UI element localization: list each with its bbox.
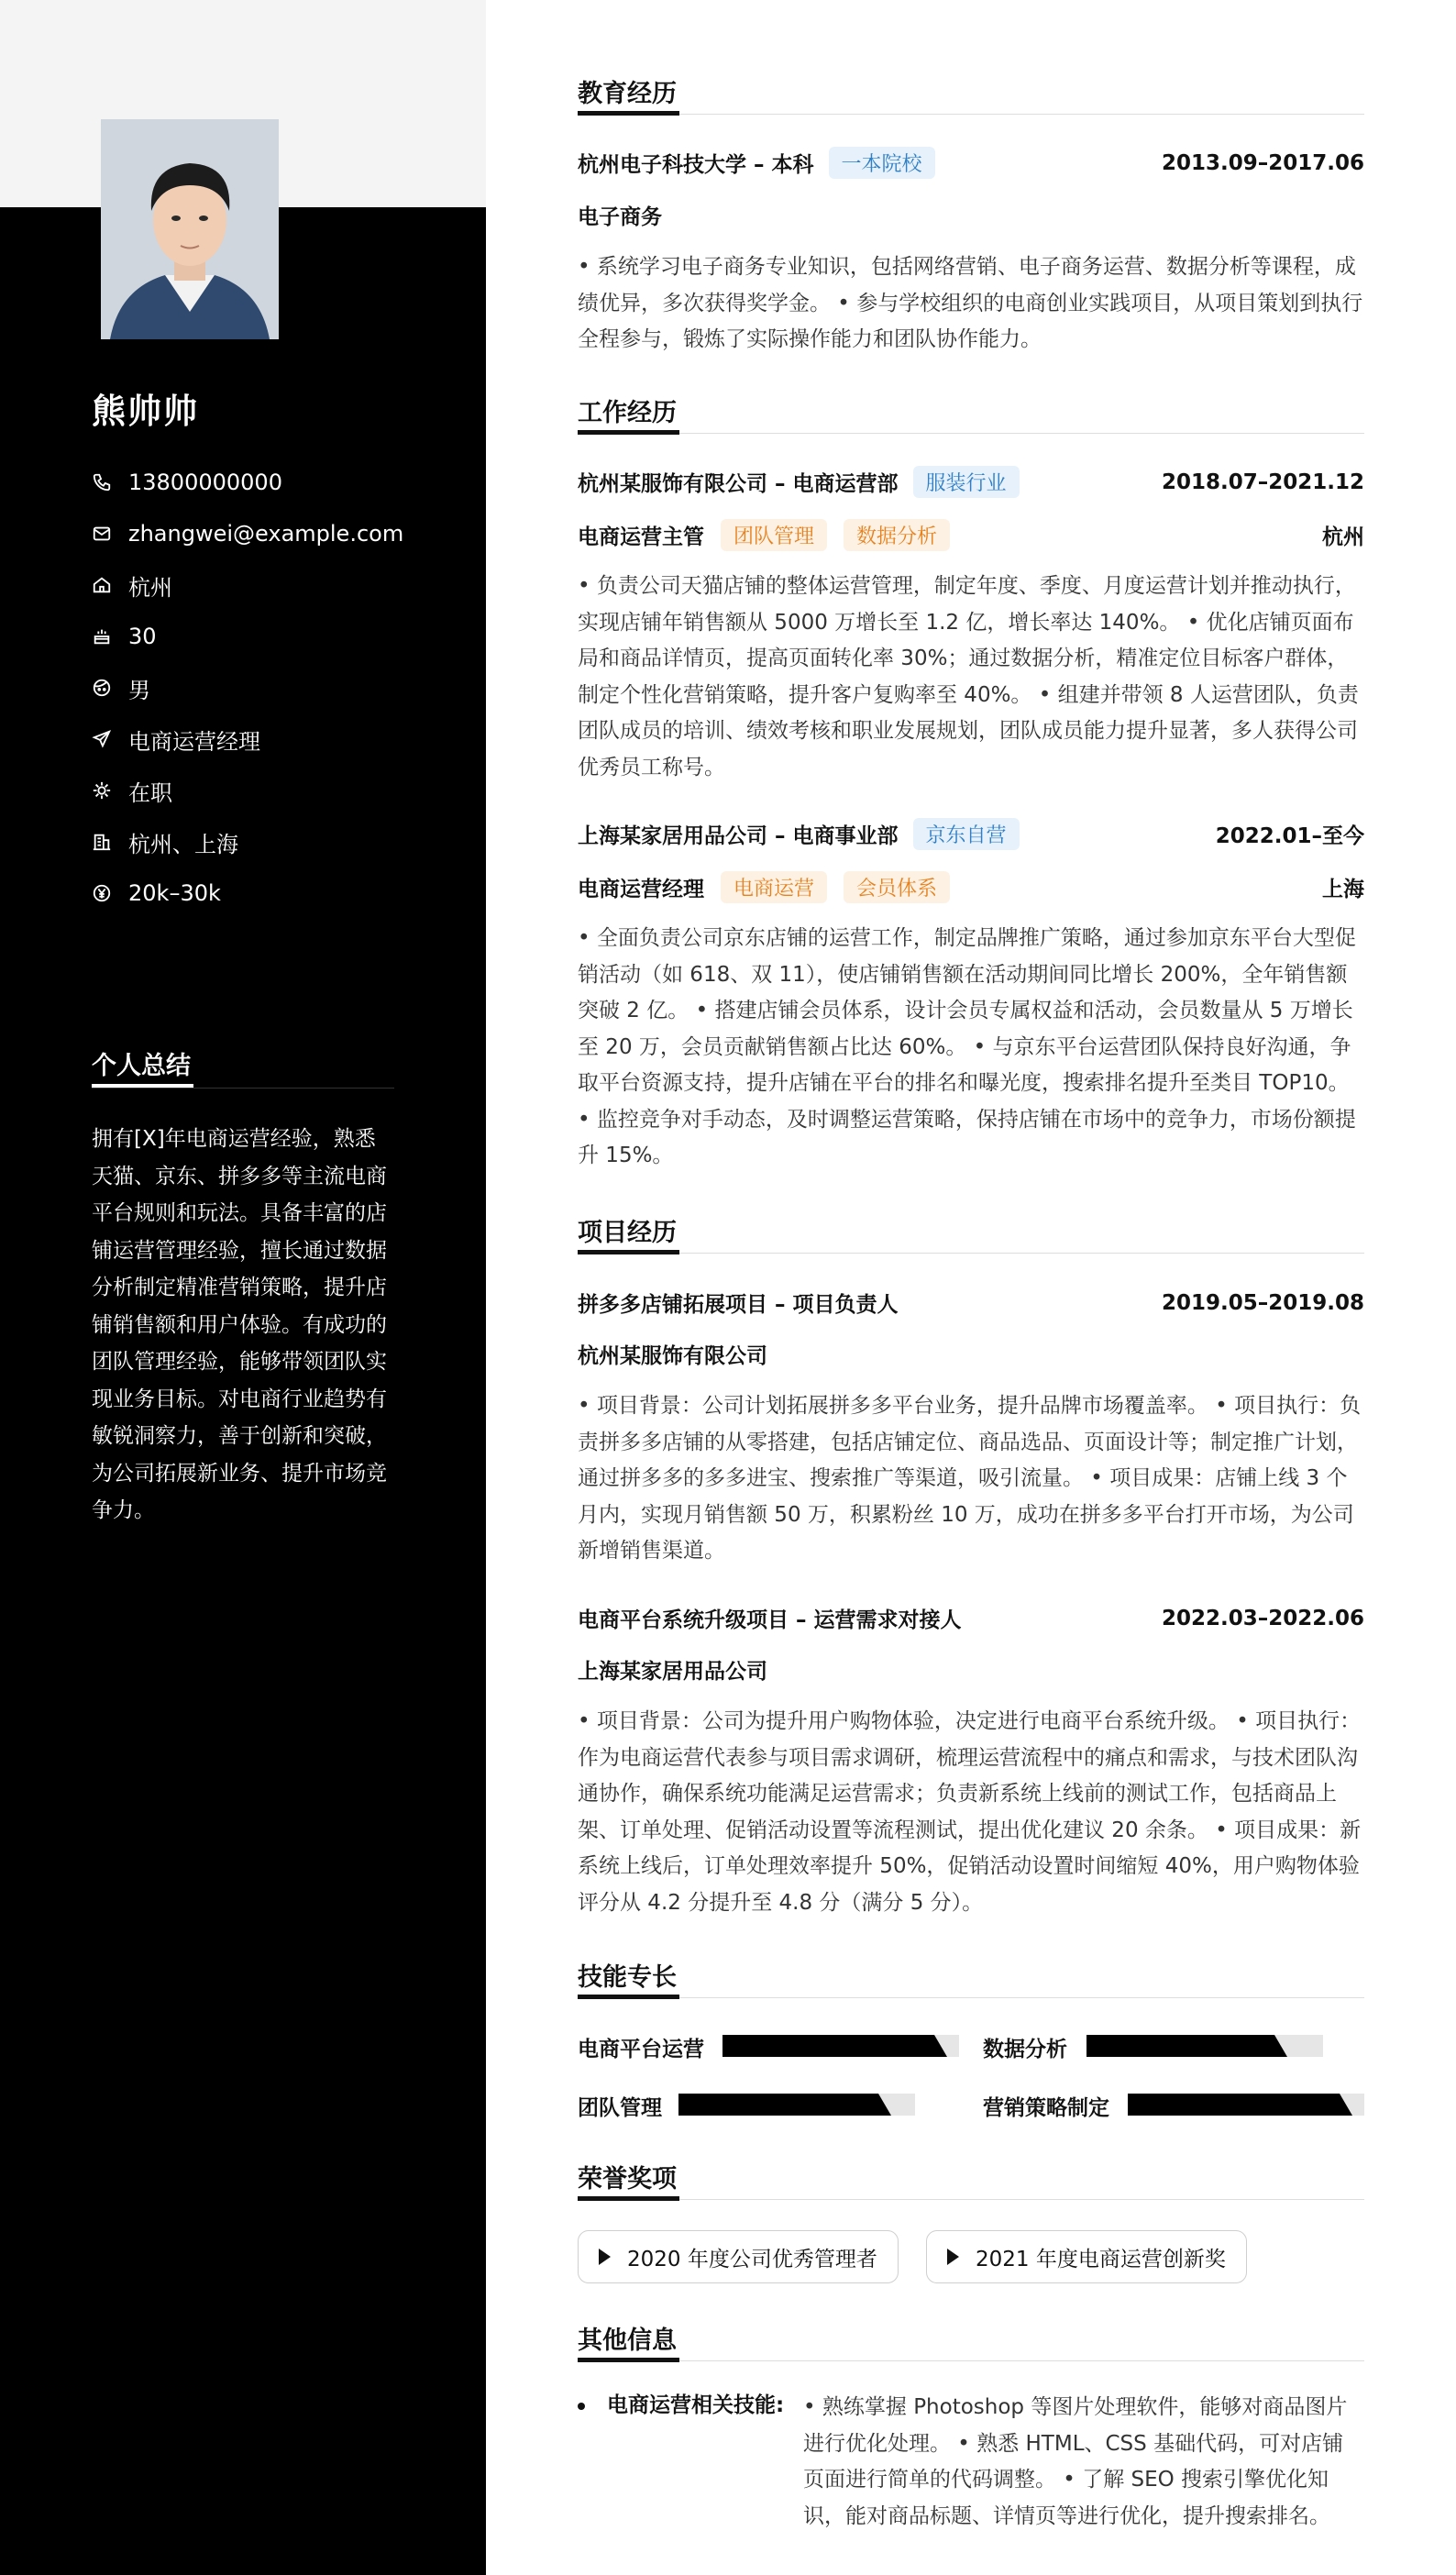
skill-level-bar [1086, 2035, 1323, 2057]
education-date: 2013.09–2017.06 [1161, 150, 1364, 175]
triangle-icon [947, 2249, 959, 2265]
projects-section-title: 项目经历 [578, 1219, 677, 1247]
project-name: 电商平台系统升级项目 – 运营需求对接人 [578, 1608, 962, 1632]
skill-level-cap [1274, 2035, 1287, 2057]
project-name: 拼多多店铺拓展项目 – 项目负责人 [578, 1293, 899, 1317]
work-item-header [578, 466, 1364, 498]
skill-level-fill [722, 2035, 934, 2057]
info-location [92, 816, 440, 868]
awards-section-title: 荣誉奖项 [578, 2165, 677, 2194]
education-major-row [578, 200, 1364, 230]
other-text: • 熟练掌握 Photoshop 等图片处理软件，能够对商品图片进行优化处理。 • 熟悉 HTML、CSS 基础代码，可对店铺页面进行简单的代码调整。 • 了解 SEO 搜索引擎优化知识，能对商品标题、详情页等进行优化，提升搜索排名。 [803, 2395, 1348, 2528]
skill-level-cap [934, 2035, 947, 2057]
award-label: 2021 年度电商运营创新奖 [976, 2247, 1226, 2271]
skill-tag: 电商运营 [721, 871, 827, 903]
skill-name: 数据分析 [983, 2038, 1067, 2061]
skill-name: 团队管理 [578, 2096, 662, 2120]
project-org-row [578, 1654, 1364, 1685]
award-item [578, 2230, 899, 2283]
project-description: • 项目背景：公司计划拓展拼多多平台业务，提升品牌市场覆盖率。 • 项目执行：负责拼多多店铺的从零搭建，包括店铺定位、商品选品、页面设计等；制定推广计划，通过拼多多的多多进宝、搜索推广等渠道，吸引流量。 • 项目成果：店铺上线 3 个月内，实现月销售额 50 万，积累粉丝 10 万，成功在拼多多平台打开市场，为公司新增销售渠道。 [578, 1394, 1362, 1563]
info-city [92, 559, 440, 611]
company-name: 杭州某服饰有限公司 – 电商运营部 [578, 472, 899, 496]
project-date: 2019.05–2019.08 [1161, 1290, 1364, 1315]
skill-level-fill [678, 2094, 878, 2116]
skill-level-bar [678, 2094, 915, 2116]
info-position [92, 713, 440, 765]
award-item [926, 2230, 1247, 2283]
phone-text: 13800000000 [128, 470, 282, 495]
role-name: 电商运营主管 [578, 525, 704, 549]
info-email [92, 508, 440, 559]
mail-icon [92, 524, 112, 544]
industry-tag: 京东自营 [913, 818, 1020, 850]
info-gender [92, 662, 440, 713]
skill-tag: 团队管理 [721, 519, 827, 551]
avatar [101, 119, 279, 339]
school-name: 杭州电子科技大学 – 本科 [578, 153, 814, 177]
project-org: 上海某家居用品公司 [578, 1660, 767, 1684]
gender-text: 男 [128, 677, 150, 703]
info-phone [92, 457, 440, 508]
info-age [92, 611, 440, 662]
position-text: 电商运营经理 [128, 728, 260, 755]
summary-title: 个人总结 [92, 1052, 191, 1080]
skill-level-bar [1128, 2094, 1364, 2116]
major-name: 电子商务 [578, 205, 662, 229]
work-city: 杭州 [1322, 525, 1364, 549]
summary-divider [92, 1088, 394, 1089]
education-title-underline [578, 111, 679, 116]
work-role-row [578, 871, 1364, 903]
gender-icon [92, 678, 112, 698]
contact-info-list [92, 457, 440, 919]
skills-divider [578, 1997, 1364, 1998]
sidebar [0, 0, 486, 2575]
skill-name: 电商平台运营 [578, 2038, 704, 2061]
summary-title-underline [92, 1084, 193, 1088]
work-description: • 负责公司天猫店铺的整体运营管理，制定年度、季度、月度运营计划并推动执行，实现店铺年销售额从 5000 万增长至 1.2 亿，增长率达 140%。 • 优化店铺页面布局和商品详情页，提高页面转化率 30%；通过数据分析，精准定位目标客户群体，制定个性化营销策略，提升客户复购率至 40%。 • 组建并带领 8 人运营团队，负责团队成员的培训、绩效考核和职业发展规划，团队成员能力提升显著，多人获得公司优秀员工称号。 [578, 574, 1359, 779]
awards-title-underline [578, 2196, 679, 2201]
education-description: • 系统学习电子商务专业知识，包括网络营销、电子商务运营、数据分析等课程，成绩优异，多次获得奖学金。 • 参与学校组织的电商创业实践项目，从项目策划到执行全程参与，锻炼了实际操作能力和团队协作能力。 [578, 255, 1363, 351]
skill-level-fill [1128, 2094, 1340, 2116]
work-item-header [578, 818, 1364, 850]
triangle-icon [599, 2249, 611, 2265]
skill-level-cap [878, 2094, 891, 2116]
awards-divider [578, 2199, 1364, 2200]
skill-tag: 会员体系 [844, 871, 950, 903]
work-section-title: 工作经历 [578, 399, 677, 427]
info-salary [92, 868, 440, 919]
skills-title-underline [578, 1995, 679, 1999]
skill-level-cap [1340, 2094, 1352, 2116]
status-icon [92, 780, 112, 801]
age-text: 30 [128, 624, 157, 649]
work-date: 2018.07–2021.12 [1161, 470, 1364, 494]
award-label: 2020 年度公司优秀管理者 [627, 2247, 877, 2271]
work-role-row [578, 519, 1364, 551]
skill-tag: 数据分析 [844, 519, 950, 551]
school-tag: 一本院校 [829, 147, 935, 179]
building-icon [92, 832, 112, 852]
project-org: 杭州某服饰有限公司 [578, 1344, 767, 1368]
email-text: zhangwei@example.com [128, 521, 404, 547]
skill-name: 营销策略制定 [983, 2096, 1109, 2120]
cake-icon [92, 626, 112, 647]
education-divider [578, 114, 1364, 115]
status-text: 在职 [128, 779, 172, 806]
project-org-row [578, 1339, 1364, 1369]
project-header-row [578, 1603, 1364, 1633]
bullet-icon [578, 2403, 585, 2410]
industry-tag: 服装行业 [913, 466, 1020, 498]
role-name: 电商运营经理 [578, 878, 704, 901]
other-section-title: 其他信息 [578, 2326, 677, 2355]
home-icon [92, 575, 112, 595]
projects-title-underline [578, 1250, 679, 1254]
work-city: 上海 [1322, 878, 1364, 901]
city-text: 杭州 [128, 574, 172, 601]
project-header-row [578, 1288, 1364, 1318]
other-label: 电商运营相关技能: [607, 2393, 785, 2417]
work-date: 2022.01–至今 [1215, 824, 1364, 848]
summary-text: 拥有[X]年电商运营经验，熟悉天猫、京东、拼多多等主流电商平台规则和玩法。具备丰富的店铺运营管理经验，擅长通过数据分析制定精准营销策略，提升店铺销售额和用户体验。有成功的团队管理经验，能够带领团队实现业务目标。对电商行业趋势有敏锐洞察力，善于创新和突破，为公司拓展新业务、提升市场竞争力。 [92, 1127, 387, 1522]
skills-section-title: 技能专长 [578, 1963, 677, 1992]
skill-level-bar [722, 2035, 959, 2057]
work-description: • 全面负责公司京东店铺的运营工作，制定品牌推广策略，通过参加京东平台大型促销活动（如 618、双 11），使店铺销售额在活动期间同比增长 200%，全年销售额突破 2 亿。 • 搭建店铺会员体系，设计会员专属权益和活动，会员数量从 5 万增长至 20 万，会员贡献销售额占比达 60%。 • 与京东平台运营团队保持良好沟通，争取平台资源支持，提升店铺在平台的排名和曝光度，搜索排名提升至类目 TOP10。 • 监控竞争对手动态，及时调整运营策略，保持店铺在市场中的竞争力，市场份额提升 15%。 [578, 926, 1356, 1167]
send-icon [92, 729, 112, 749]
profile-name: 熊帅帅 [92, 392, 199, 431]
education-header-row [578, 147, 1364, 179]
project-description: • 项目背景：公司为提升用户购物体验，决定进行电商平台系统升级。 • 项目执行：作为电商运营代表参与项目需求调研，梳理运营流程中的痛点和需求，与技术团队沟通协作，确保系统功能满足运营需求；负责新系统上线前的测试工作，包括商品上架、订单处理、促销活动设置等流程测试，提出优化建议 20 余条。 • 项目成果：新系统上线后，订单处理效率提升 50%，促销活动设置时间缩短 40%，用户购物体验评分从 4.2 分提升至 4.8 分（满分 5 分）。 [578, 1709, 1362, 1915]
skill-level-fill [1086, 2035, 1274, 2057]
project-date: 2022.03–2022.06 [1161, 1606, 1364, 1630]
phone-icon [92, 472, 112, 492]
projects-divider [578, 1253, 1364, 1254]
salary-icon [92, 883, 112, 903]
location-text: 杭州、上海 [128, 831, 238, 857]
education-section-title: 教育经历 [578, 80, 677, 108]
other-divider [578, 2360, 1364, 2361]
work-title-underline [578, 430, 679, 435]
info-status [92, 765, 440, 816]
other-title-underline [578, 2358, 679, 2362]
company-name: 上海某家居用品公司 – 电商事业部 [578, 824, 899, 848]
work-divider [578, 433, 1364, 434]
salary-text: 20k–30k [128, 880, 221, 906]
